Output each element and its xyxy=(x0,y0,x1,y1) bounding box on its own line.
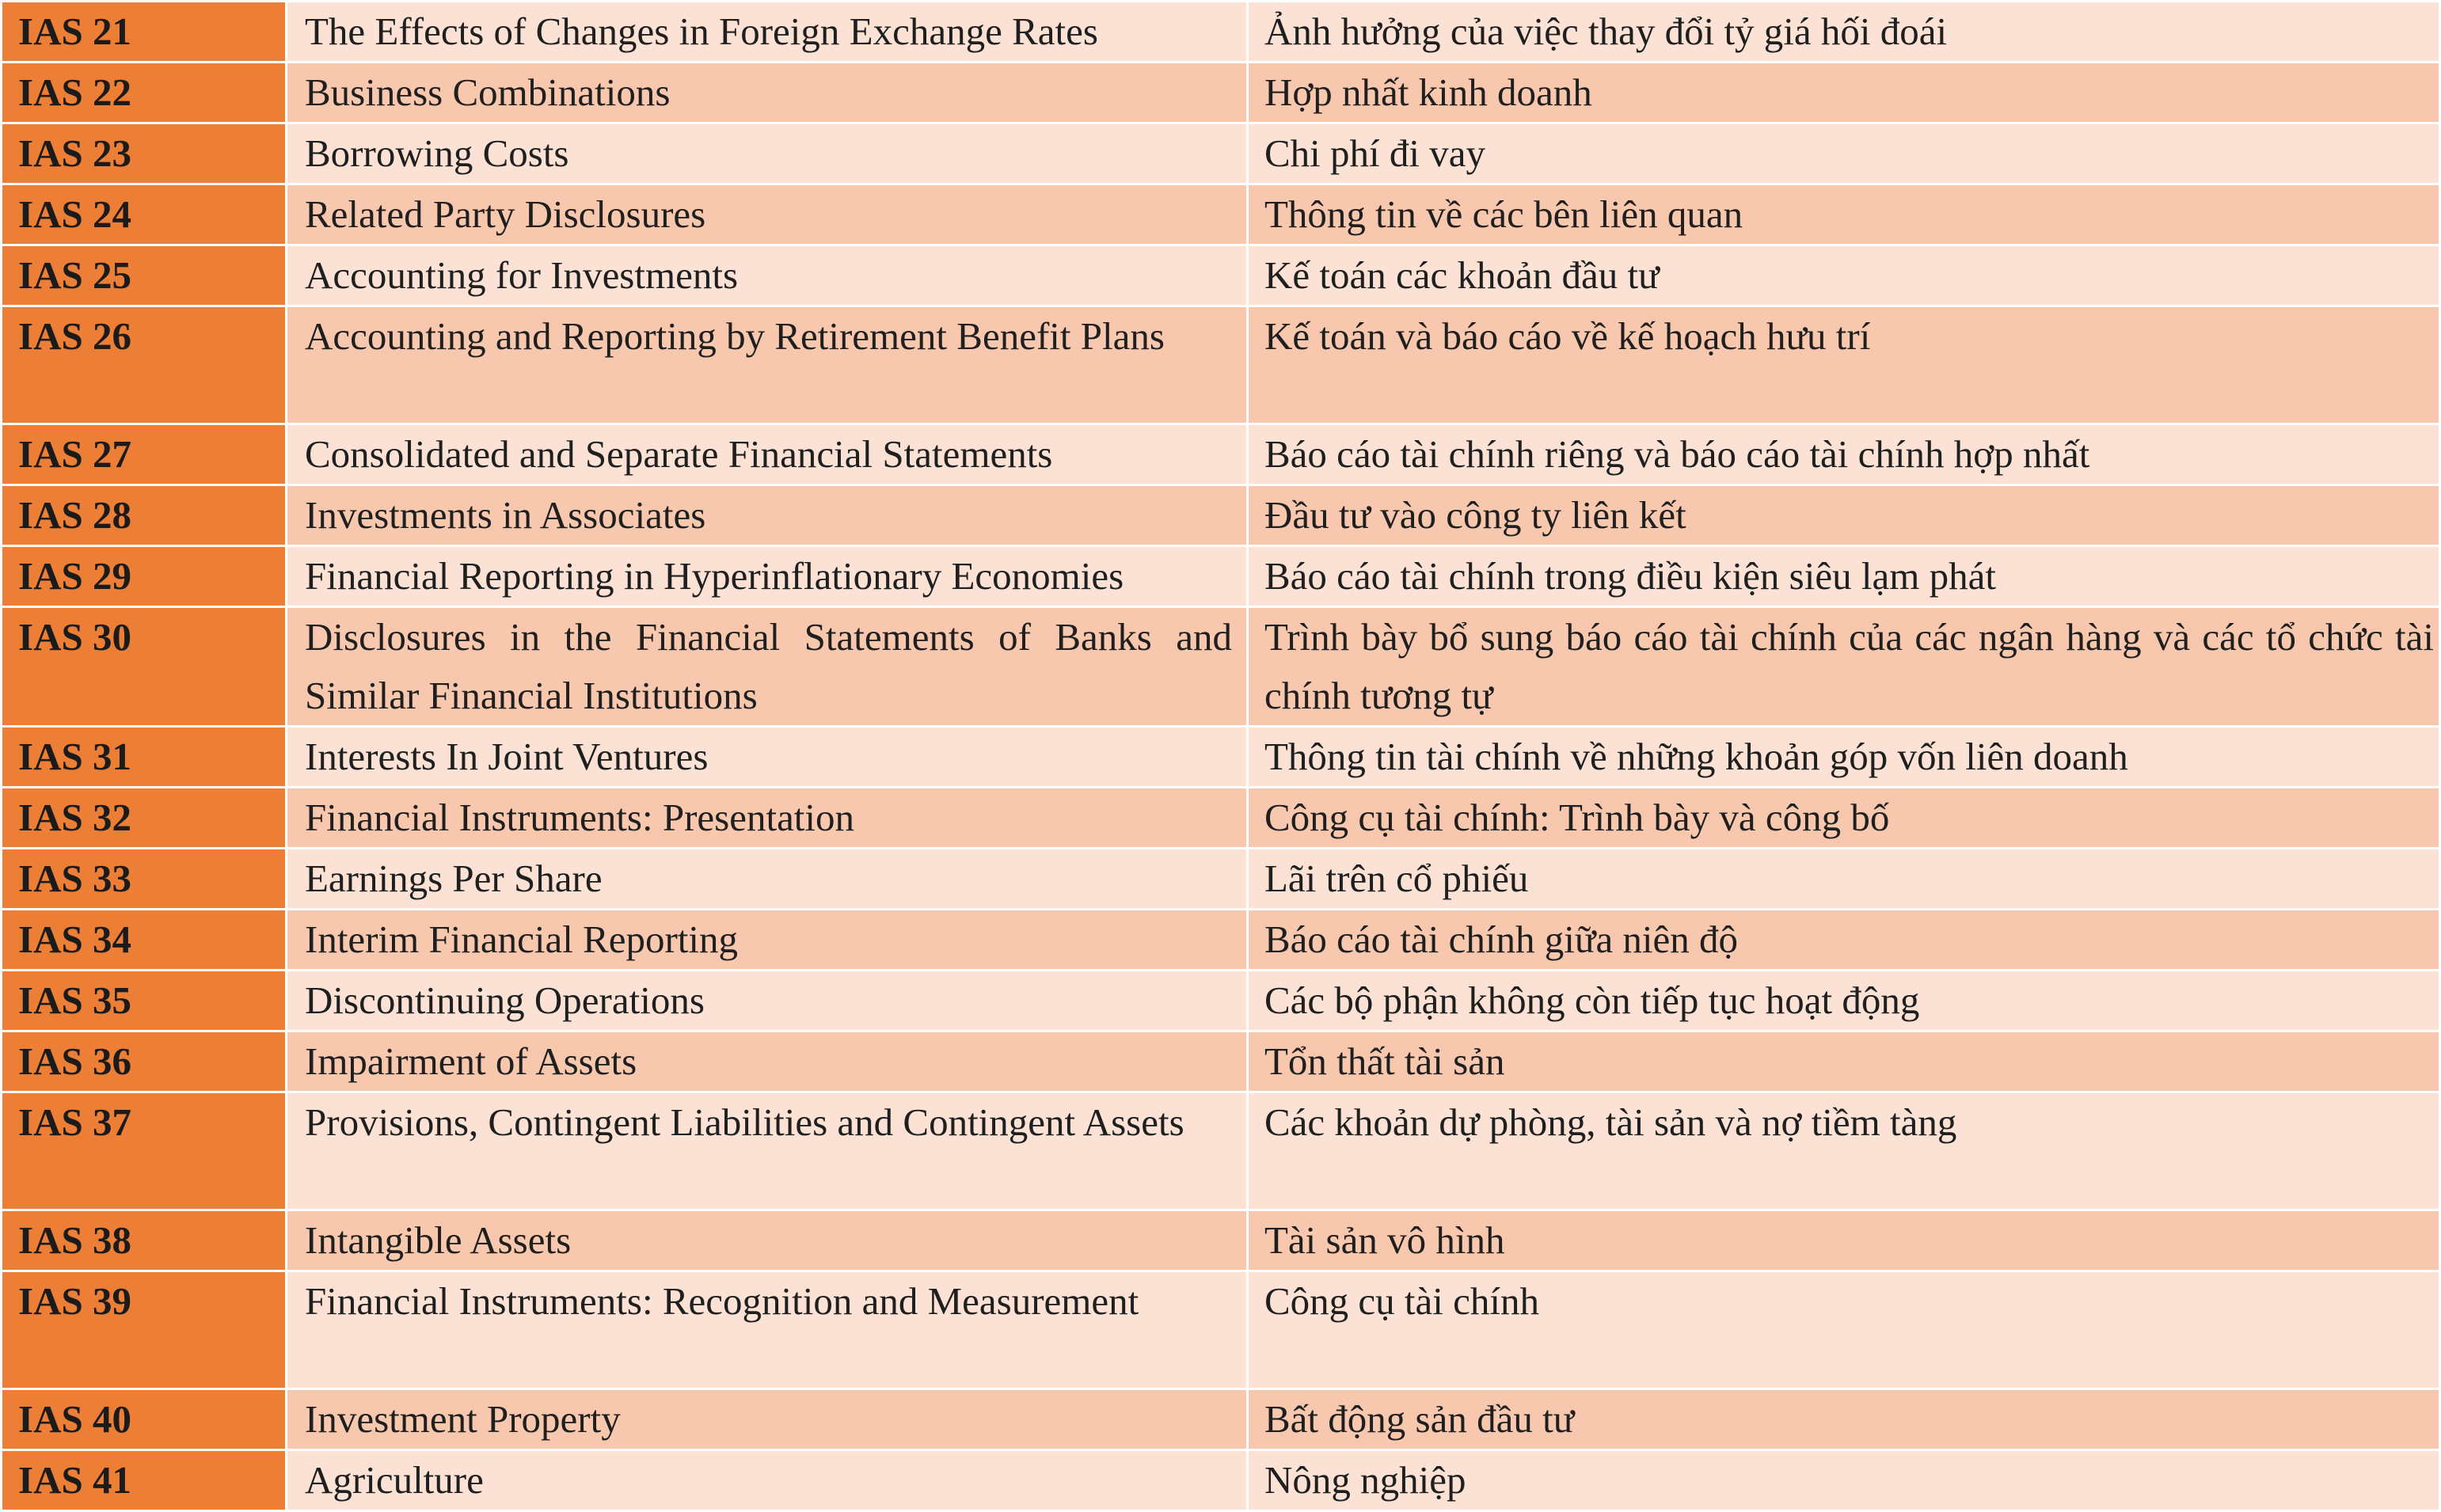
english-title: Financial Instruments: Presentation xyxy=(287,788,1248,849)
table-row xyxy=(2,424,2440,485)
standard-code: IAS 41 xyxy=(2,1450,287,1511)
vietnamese-title: Nông nghiệp xyxy=(1248,1450,2440,1511)
vietnamese-title: Báo cáo tài chính trong điều kiện siêu lạm phát xyxy=(1248,546,2440,607)
table-row xyxy=(2,123,2440,184)
standard-code: IAS 23 xyxy=(2,123,287,184)
english-title: Related Party Disclosures xyxy=(287,184,1248,245)
table-row xyxy=(2,788,2440,849)
standard-code: IAS 34 xyxy=(2,910,287,971)
vietnamese-title: Thông tin về các bên liên quan xyxy=(1248,184,2440,245)
table-row xyxy=(2,1271,2440,1389)
table-row xyxy=(2,910,2440,971)
table-row xyxy=(2,1389,2440,1450)
english-title: Intangible Assets xyxy=(287,1210,1248,1271)
english-title: Business Combinations xyxy=(287,63,1248,123)
standard-code: IAS 24 xyxy=(2,184,287,245)
english-title: Interests In Joint Ventures xyxy=(287,727,1248,788)
english-title: Investments in Associates xyxy=(287,485,1248,546)
vietnamese-title: Công cụ tài chính xyxy=(1248,1271,2440,1389)
table-row xyxy=(2,849,2440,910)
english-title: Investment Property xyxy=(287,1389,1248,1450)
vietnamese-title: Tài sản vô hình xyxy=(1248,1210,2440,1271)
table-row xyxy=(2,2,2440,63)
table-row xyxy=(2,546,2440,607)
table-row xyxy=(2,1092,2440,1210)
vietnamese-title: Thông tin tài chính về những khoản góp vốn liên doanh xyxy=(1248,727,2440,788)
english-title: Accounting for Investments xyxy=(287,245,1248,306)
english-title: The Effects of Changes in Foreign Exchange Rates xyxy=(287,2,1248,63)
table-row xyxy=(2,63,2440,123)
vietnamese-title: Đầu tư vào công ty liên kết xyxy=(1248,485,2440,546)
vietnamese-title: Các khoản dự phòng, tài sản và nợ tiềm tàng xyxy=(1248,1092,2440,1210)
table-body xyxy=(2,2,2440,1511)
standard-code: IAS 22 xyxy=(2,63,287,123)
table-row xyxy=(2,1210,2440,1271)
table-row xyxy=(2,1031,2440,1092)
table-row xyxy=(2,485,2440,546)
english-title: Provisions, Contingent Liabilities and Contingent Assets xyxy=(287,1092,1248,1210)
standard-code: IAS 30 xyxy=(2,607,287,727)
vietnamese-title: Công cụ tài chính: Trình bày và công bố xyxy=(1248,788,2440,849)
english-title: Impairment of Assets xyxy=(287,1031,1248,1092)
standard-code: IAS 33 xyxy=(2,849,287,910)
standard-code: IAS 38 xyxy=(2,1210,287,1271)
standard-code: IAS 32 xyxy=(2,788,287,849)
english-title: Consolidated and Separate Financial Statements xyxy=(287,424,1248,485)
vietnamese-title: Hợp nhất kinh doanh xyxy=(1248,63,2440,123)
english-title: Agriculture xyxy=(287,1450,1248,1511)
standard-code: IAS 26 xyxy=(2,306,287,424)
vietnamese-title: Bất động sản đầu tư xyxy=(1248,1389,2440,1450)
english-title: Financial Reporting in Hyperinflationary Economies xyxy=(287,546,1248,607)
table-row xyxy=(2,245,2440,306)
vietnamese-title: Ảnh hưởng của việc thay đổi tỷ giá hối đoái xyxy=(1248,2,2440,63)
table-row xyxy=(2,1450,2440,1511)
vietnamese-title: Tổn thất tài sản xyxy=(1248,1031,2440,1092)
table-row xyxy=(2,727,2440,788)
english-title: Interim Financial Reporting xyxy=(287,910,1248,971)
standard-code: IAS 36 xyxy=(2,1031,287,1092)
standard-code: IAS 40 xyxy=(2,1389,287,1450)
english-title: Financial Instruments: Recognition and Measurement xyxy=(287,1271,1248,1389)
standard-code: IAS 31 xyxy=(2,727,287,788)
standard-code: IAS 28 xyxy=(2,485,287,546)
english-title: Earnings Per Share xyxy=(287,849,1248,910)
vietnamese-title: Lãi trên cổ phiếu xyxy=(1248,849,2440,910)
vietnamese-title: Kế toán và báo cáo về kế hoạch hưu trí xyxy=(1248,306,2440,424)
table-row xyxy=(2,184,2440,245)
standard-code: IAS 29 xyxy=(2,546,287,607)
standard-code: IAS 39 xyxy=(2,1271,287,1389)
vietnamese-title: Báo cáo tài chính riêng và báo cáo tài chính hợp nhất xyxy=(1248,424,2440,485)
vietnamese-title: Chi phí đi vay xyxy=(1248,123,2440,184)
table-row xyxy=(2,607,2440,727)
standard-code: IAS 21 xyxy=(2,2,287,63)
english-title: Discontinuing Operations xyxy=(287,971,1248,1031)
english-title: Accounting and Reporting by Retirement Benefit Plans xyxy=(287,306,1248,424)
standard-code: IAS 27 xyxy=(2,424,287,485)
standard-code: IAS 35 xyxy=(2,971,287,1031)
standard-code: IAS 37 xyxy=(2,1092,287,1210)
english-title: Borrowing Costs xyxy=(287,123,1248,184)
vietnamese-title: Kế toán các khoản đầu tư xyxy=(1248,245,2440,306)
table-row xyxy=(2,971,2440,1031)
vietnamese-title: Báo cáo tài chính giữa niên độ xyxy=(1248,910,2440,971)
standard-code: IAS 25 xyxy=(2,245,287,306)
vietnamese-title: Các bộ phận không còn tiếp tục hoạt động xyxy=(1248,971,2440,1031)
table-row xyxy=(2,306,2440,424)
vietnamese-title: Trình bày bổ sung báo cáo tài chính của các ngân hàng và các tổ chức tài chính tương tự xyxy=(1248,607,2440,727)
english-title: Disclosures in the Financial Statements of Banks and Similar Financial Institutions xyxy=(287,607,1248,727)
